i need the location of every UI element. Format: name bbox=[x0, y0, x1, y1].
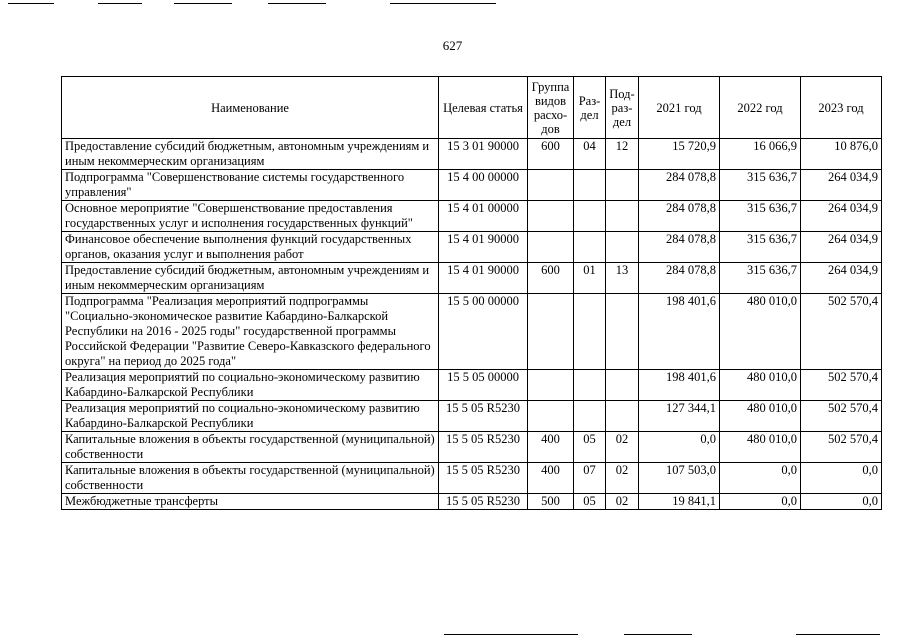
row-group: 400 bbox=[528, 463, 574, 494]
table-row bbox=[62, 201, 882, 232]
header-subsection: Под-раз-дел bbox=[606, 77, 639, 139]
row-name: Капитальные вложения в объекты государственной (муниципальной) собственности bbox=[62, 463, 439, 494]
row-2021: 19 841,1 bbox=[639, 494, 720, 510]
row-2021: 284 078,8 bbox=[639, 170, 720, 201]
row-2022: 315 636,7 bbox=[720, 232, 801, 263]
row-group bbox=[528, 294, 574, 370]
row-name: Подпрограмма "Совершенствование системы государственного управления" bbox=[62, 170, 439, 201]
top-rule bbox=[8, 3, 54, 4]
page-number: 627 bbox=[442, 38, 463, 53]
table-row bbox=[62, 401, 882, 432]
row-group: 600 bbox=[528, 139, 574, 170]
row-2022: 480 010,0 bbox=[720, 294, 801, 370]
bottom-rule bbox=[796, 634, 880, 635]
row-2022: 315 636,7 bbox=[720, 201, 801, 232]
table-row bbox=[62, 294, 882, 370]
row-2023: 0,0 bbox=[801, 463, 882, 494]
row-2023: 0,0 bbox=[801, 494, 882, 510]
row-subsection: 12 bbox=[606, 139, 639, 170]
row-2021: 198 401,6 bbox=[639, 294, 720, 370]
row-2021: 284 078,8 bbox=[639, 201, 720, 232]
top-rule bbox=[98, 3, 142, 4]
row-section: 05 bbox=[574, 494, 606, 510]
row-name: Капитальные вложения в объекты государственной (муниципальной) собственности bbox=[62, 432, 439, 463]
row-2022: 480 010,0 bbox=[720, 432, 801, 463]
row-name: Реализация мероприятий по социально-экономическому развитию Кабардино-Балкарской Республики bbox=[62, 370, 439, 401]
row-2023: 264 034,9 bbox=[801, 201, 882, 232]
top-rule bbox=[268, 3, 326, 4]
row-group: 500 bbox=[528, 494, 574, 510]
table-row bbox=[62, 170, 882, 201]
row-2021: 107 503,0 bbox=[639, 463, 720, 494]
row-subsection bbox=[606, 201, 639, 232]
bottom-rule bbox=[624, 634, 692, 635]
row-name: Подпрограмма "Реализация мероприятий подпрограммы "Социально-экономическое развитие Кабардино-Балкарской Республики на 2016 - 2025 годы" государственной программы Российской Федерации "Развитие Северо-Кавказского федерального округа" на период до 2025 года" bbox=[62, 294, 439, 370]
row-2023: 264 034,9 bbox=[801, 232, 882, 263]
row-2023: 10 876,0 bbox=[801, 139, 882, 170]
table-row bbox=[62, 494, 882, 510]
row-subsection bbox=[606, 401, 639, 432]
header-section: Раз-дел bbox=[574, 77, 606, 139]
row-subsection bbox=[606, 232, 639, 263]
row-2022: 16 066,9 bbox=[720, 139, 801, 170]
row-group bbox=[528, 170, 574, 201]
row-article: 15 5 05 R5230 bbox=[439, 494, 528, 510]
row-2021: 127 344,1 bbox=[639, 401, 720, 432]
row-2022: 0,0 bbox=[720, 494, 801, 510]
row-article: 15 4 01 90000 bbox=[439, 232, 528, 263]
header-article: Целевая статья bbox=[439, 77, 528, 139]
row-subsection bbox=[606, 294, 639, 370]
row-2021: 0,0 bbox=[639, 432, 720, 463]
row-group bbox=[528, 370, 574, 401]
row-group bbox=[528, 201, 574, 232]
row-section: 01 bbox=[574, 263, 606, 294]
row-2023: 502 570,4 bbox=[801, 432, 882, 463]
row-article: 15 5 05 R5230 bbox=[439, 401, 528, 432]
row-group: 600 bbox=[528, 263, 574, 294]
row-2023: 502 570,4 bbox=[801, 370, 882, 401]
row-2022: 315 636,7 bbox=[720, 263, 801, 294]
row-2023: 264 034,9 bbox=[801, 170, 882, 201]
row-name: Реализация мероприятий по социально-экономическому развитию Кабардино-Балкарской Республики bbox=[62, 401, 439, 432]
row-article: 15 4 00 00000 bbox=[439, 170, 528, 201]
row-subsection: 02 bbox=[606, 432, 639, 463]
row-2021: 15 720,9 bbox=[639, 139, 720, 170]
bottom-rule bbox=[444, 634, 578, 635]
row-group bbox=[528, 401, 574, 432]
row-article: 15 3 01 90000 bbox=[439, 139, 528, 170]
row-2023: 502 570,4 bbox=[801, 401, 882, 432]
table-body bbox=[62, 139, 882, 510]
header-2023: 2023 год bbox=[801, 77, 882, 139]
row-section bbox=[574, 294, 606, 370]
table-row bbox=[62, 463, 882, 494]
row-2021: 198 401,6 bbox=[639, 370, 720, 401]
row-2023: 264 034,9 bbox=[801, 263, 882, 294]
row-section bbox=[574, 370, 606, 401]
row-subsection bbox=[606, 370, 639, 401]
row-group: 400 bbox=[528, 432, 574, 463]
row-section bbox=[574, 201, 606, 232]
header-name: Наименование bbox=[62, 77, 439, 139]
row-section bbox=[574, 170, 606, 201]
table-row bbox=[62, 370, 882, 401]
row-subsection bbox=[606, 170, 639, 201]
table-header-row bbox=[62, 77, 882, 139]
row-article: 15 4 01 00000 bbox=[439, 201, 528, 232]
row-name: Финансовое обеспечение выполнения функций государственных органов, оказания услуг и выполнения работ bbox=[62, 232, 439, 263]
row-section: 07 bbox=[574, 463, 606, 494]
header-2022: 2022 год bbox=[720, 77, 801, 139]
row-article: 15 5 05 00000 bbox=[439, 370, 528, 401]
table-row bbox=[62, 432, 882, 463]
row-2022: 480 010,0 bbox=[720, 401, 801, 432]
header-group: Группа видов расхо-дов bbox=[528, 77, 574, 139]
row-2022: 315 636,7 bbox=[720, 170, 801, 201]
row-article: 15 5 05 R5230 bbox=[439, 463, 528, 494]
row-article: 15 4 01 90000 bbox=[439, 263, 528, 294]
budget-table bbox=[61, 76, 882, 510]
row-section: 04 bbox=[574, 139, 606, 170]
row-2022: 480 010,0 bbox=[720, 370, 801, 401]
table-row bbox=[62, 263, 882, 294]
top-rule bbox=[390, 3, 496, 4]
row-subsection: 13 bbox=[606, 263, 639, 294]
row-name: Межбюджетные трансферты bbox=[62, 494, 439, 510]
top-rule bbox=[174, 3, 232, 4]
row-group bbox=[528, 232, 574, 263]
row-section bbox=[574, 232, 606, 263]
row-2021: 284 078,8 bbox=[639, 263, 720, 294]
row-name: Предоставление субсидий бюджетным, автономным учреждениям и иным некоммерческим организациям bbox=[62, 263, 439, 294]
header-2021: 2021 год bbox=[639, 77, 720, 139]
row-name: Предоставление субсидий бюджетным, автономным учреждениям и иным некоммерческим организациям bbox=[62, 139, 439, 170]
row-subsection: 02 bbox=[606, 494, 639, 510]
row-subsection: 02 bbox=[606, 463, 639, 494]
row-section bbox=[574, 401, 606, 432]
row-2022: 0,0 bbox=[720, 463, 801, 494]
row-article: 15 5 00 00000 bbox=[439, 294, 528, 370]
row-2023: 502 570,4 bbox=[801, 294, 882, 370]
row-section: 05 bbox=[574, 432, 606, 463]
table-row bbox=[62, 139, 882, 170]
row-2021: 284 078,8 bbox=[639, 232, 720, 263]
table-row bbox=[62, 232, 882, 263]
row-article: 15 5 05 R5230 bbox=[439, 432, 528, 463]
row-name: Основное мероприятие "Совершенствование предоставления государственных услуг и исполнения государственных функций" bbox=[62, 201, 439, 232]
